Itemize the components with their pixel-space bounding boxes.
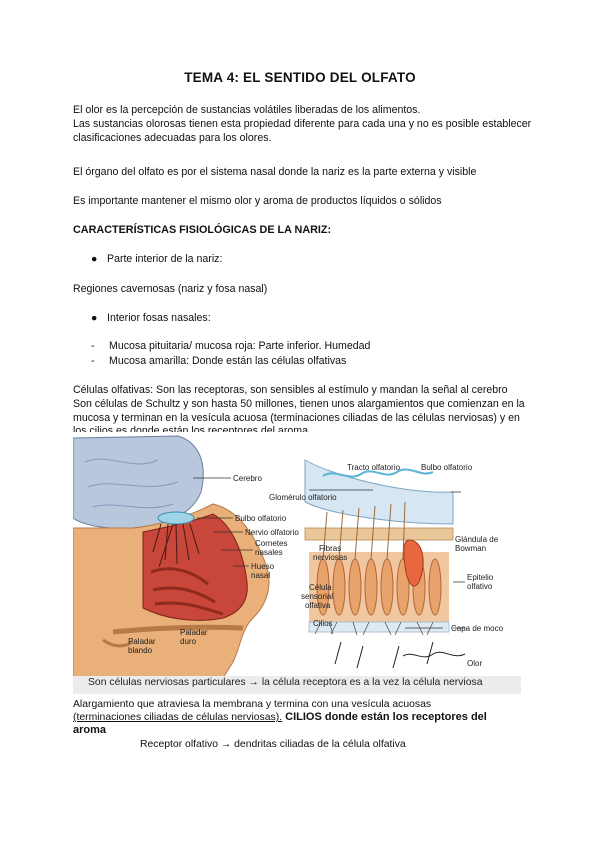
label-glandula-2: Bowman xyxy=(455,544,487,553)
label-epitelio-1: Epitelio xyxy=(467,573,494,582)
label-paladar-blando-1: Paladar xyxy=(128,637,156,646)
bullet-text-1: Parte interior de la nariz: xyxy=(107,253,223,265)
note-line-4: Receptor olfativo → dendritas ciliadas de la célula olfativa xyxy=(140,739,406,750)
label-cilios: Cilios xyxy=(313,619,333,628)
caption-bar-text: Son células nerviosas particulares → la célula receptora es a la vez la célula nerviosa xyxy=(88,677,483,688)
note-line-1: Alargamiento que atraviesa la membrana y termina con una vesícula acuosas xyxy=(73,699,432,710)
page-title: TEMA 4: EL SENTIDO DEL OLFATO xyxy=(184,70,416,85)
label-hueso: Hueso xyxy=(251,562,275,571)
dash-item-2 xyxy=(91,355,346,367)
olfactory-bulb-left xyxy=(158,512,194,524)
bullet-dot-icon: ● xyxy=(91,253,98,265)
dash-text-2: Mucosa amarilla: Donde están las células olfativas xyxy=(109,355,347,367)
odor-wave xyxy=(403,652,465,657)
label-nasal: nasal xyxy=(251,571,271,580)
label-glomerulo: Glomérulo olfatorio xyxy=(269,493,337,502)
label-glandula-1: Glándula de xyxy=(455,535,499,544)
label-bulbo-left: Bulbo olfatorio xyxy=(235,514,287,523)
label-fibras-1: Fibras xyxy=(319,544,342,553)
bullet-item-2 xyxy=(91,312,211,324)
dash-icon: - xyxy=(91,340,95,352)
label-cerebro: Cerebro xyxy=(233,474,262,483)
cells-line-2: Son células de Schultz y son hasta 50 millones, tienen unos alargamientos que comienzan en la mucosa y terminan en la vesícula acuosa (terminaciones ciliadas de las células nerviosas) y en xyxy=(73,398,525,424)
label-capa: Capa de moco xyxy=(451,624,504,633)
label-paladar-duro-1: Paladar xyxy=(180,628,208,637)
bullet-text-2: Interior fosas nasales: xyxy=(107,312,211,324)
bullet-dot-icon: ● xyxy=(91,312,98,324)
label-nervio: Nervio olfatorio xyxy=(245,528,299,537)
label-celula-2: sensorial xyxy=(301,592,334,601)
label-paladar-duro-2: duro xyxy=(180,637,197,646)
anatomy-illustration xyxy=(73,432,521,678)
note-line-2 xyxy=(73,711,487,724)
olfactory-anatomy-figure xyxy=(73,432,521,678)
intro-line-1: El olor es la percepción de sustancias volátiles liberadas de los alimentos. xyxy=(73,104,421,116)
dash-text-1: Mucosa pituitaria/ mucosa roja: Parte inferior. Humedad xyxy=(109,340,371,352)
label-olor: Olor xyxy=(467,659,483,668)
bullet-item-1 xyxy=(91,253,222,265)
label-nasales: nasales xyxy=(255,548,283,557)
label-celula-3: olfativa xyxy=(305,601,331,610)
label-celula-1: Célula xyxy=(309,583,332,592)
odor-arrows xyxy=(335,642,433,668)
label-bulbo-right: Bulbo olfatorio xyxy=(421,463,473,472)
important-paragraph: Es importante mantener el mismo olor y aroma de productos líquidos o sólidos xyxy=(73,195,442,207)
regions-paragraph: Regiones cavernosas (nariz y fosa nasal) xyxy=(73,283,268,295)
dash-item-1 xyxy=(91,340,370,352)
cells-line-1: Células olfativas: Son las receptoras, son sensibles al estímulo y mandan la señal al cerebro xyxy=(73,384,508,396)
label-tracto: Tracto olfatorio xyxy=(347,463,401,472)
note-line-3: aroma xyxy=(73,724,107,736)
label-epitelio-2: olfativo xyxy=(467,582,493,591)
dash-icon: - xyxy=(91,355,95,367)
note-bold: CILIOS donde están los receptores del xyxy=(282,711,487,723)
label-cornetes: Cornetes xyxy=(255,539,288,548)
intro-line-2: Las sustancias olorosas tienen esta propiedad diferente para cada una y no es posible establecer clasificaciones adecuadas para los olores. xyxy=(73,118,532,144)
cribriform-plate xyxy=(305,528,453,540)
section-heading: CARACTERÍSTICAS FISIOLÓGICAS DE LA NARIZ: xyxy=(73,224,332,236)
label-paladar-blando-2: blando xyxy=(128,646,153,655)
organ-paragraph: El órgano del olfato es por el sistema nasal donde la nariz es la parte externa y visible xyxy=(73,166,477,178)
note-underlined: (terminaciones ciliadas de células nerviosas). xyxy=(73,712,283,723)
label-fibras-2: nerviosas xyxy=(313,553,348,562)
